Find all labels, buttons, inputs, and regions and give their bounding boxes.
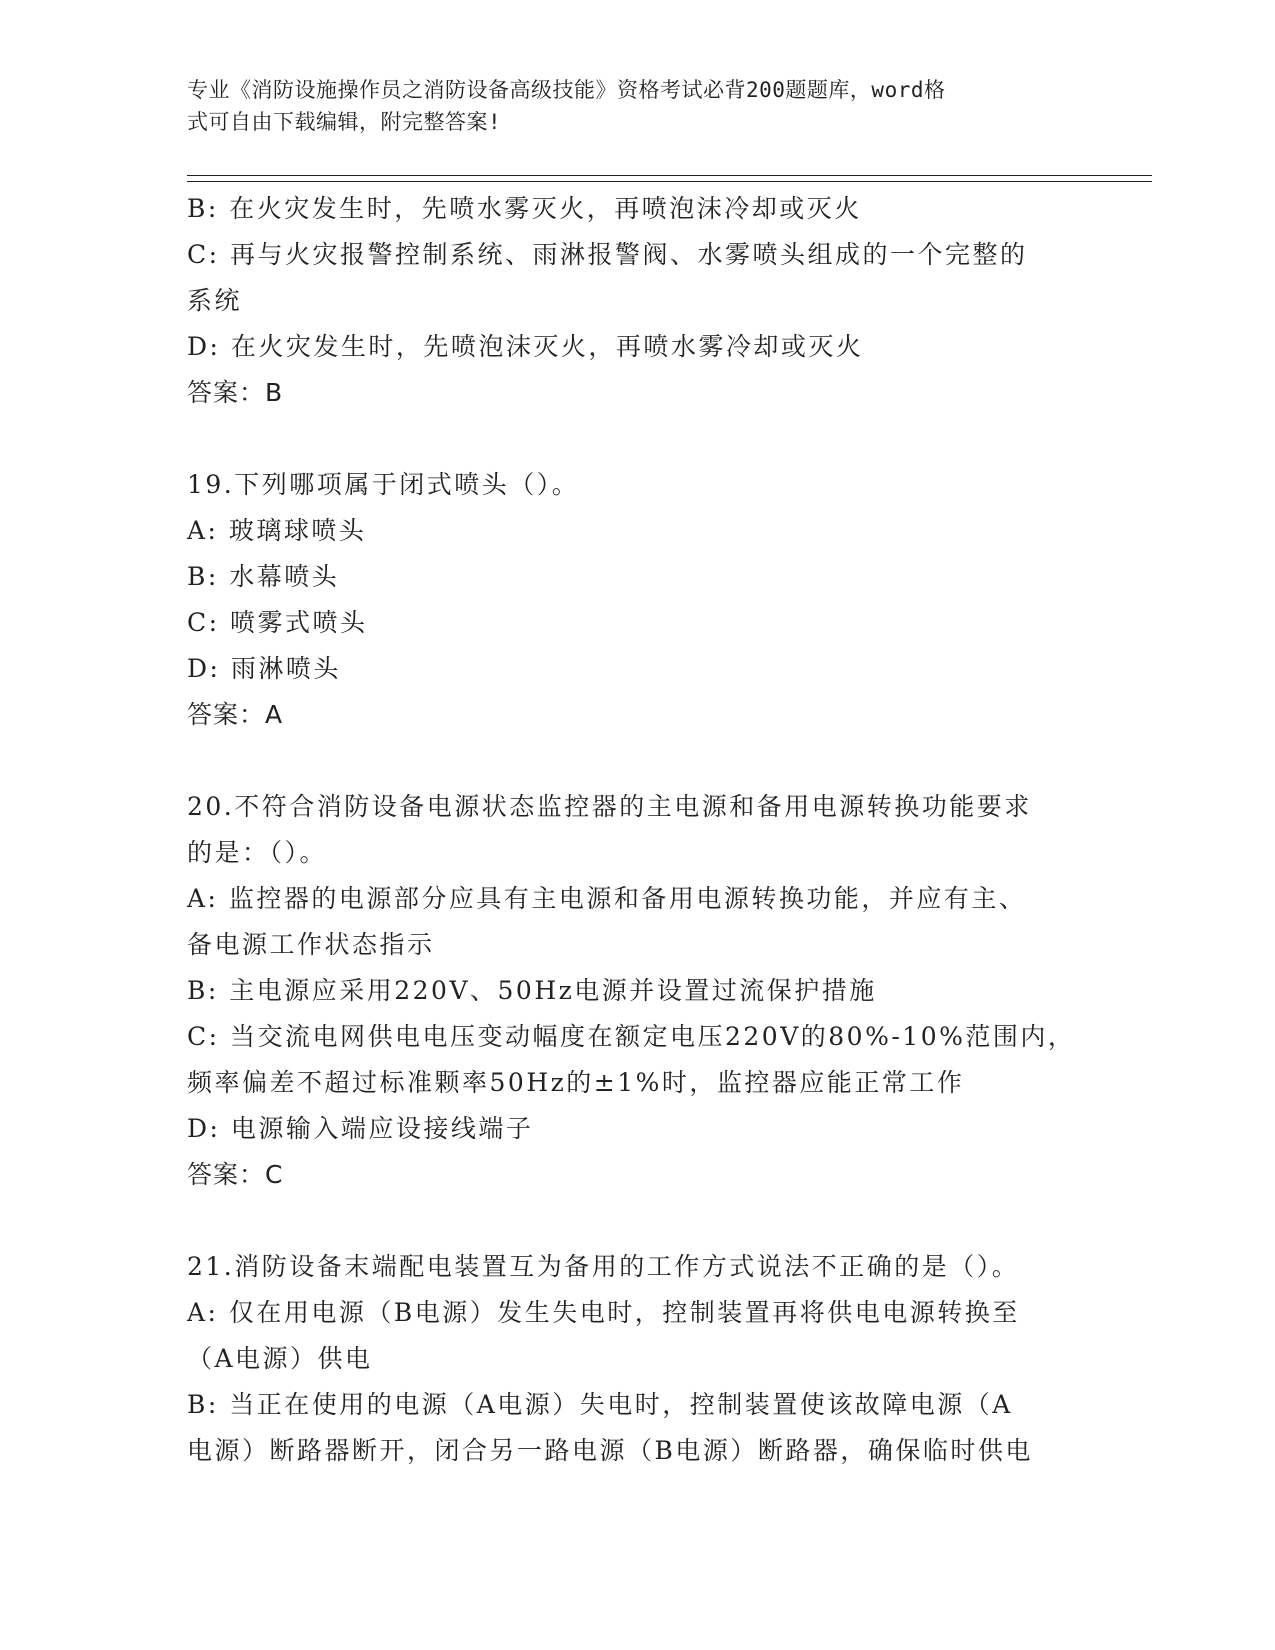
question-20 xyxy=(187,784,1087,1198)
option-b-line-1: B: 当正在使用的电源（A电源）失电时，控制装置使该故障电源（A xyxy=(187,1390,1013,1419)
option-b: B: 主电源应采用220V、50Hz电源并设置过流保护措施 xyxy=(187,976,877,1005)
header-divider-bottom xyxy=(187,181,1152,182)
option-d: D: 在火灾发生时，先喷泡沫灭火，再喷水雾冷却或灭火 xyxy=(187,332,864,361)
header-title-line-2: 式可自由下载编辑，附完整答案! xyxy=(187,110,502,134)
header-title-line-1: 专业《消防设施操作员之消防设备高级技能》资格考试必背200题题库，word格 xyxy=(187,78,946,102)
option-a-line-1: A: 监控器的电源部分应具有主电源和备用电源转换功能，并应有主、 xyxy=(187,884,1027,913)
question-21 xyxy=(187,1244,1087,1474)
option-a: A: 玻璃球喷头 xyxy=(187,516,367,545)
question-19 xyxy=(187,462,1087,738)
answer: 答案：C xyxy=(187,1160,284,1189)
option-b: B: 在火灾发生时，先喷水雾灭火，再喷泡沫冷却或灭火 xyxy=(187,194,862,223)
option-b-line-2: 电源）断路器断开，闭合另一路电源（B电源）断路器，确保临时供电 xyxy=(187,1436,1033,1465)
question-stem-line-1: 20.不符合消防设备电源状态监控器的主电源和备用电源转换功能要求 xyxy=(187,792,1032,821)
option-c-line-1: C: 当交流电网供电电压变动幅度在额定电压220V的80%-10%范围内， xyxy=(187,1022,1076,1051)
question-18-tail xyxy=(187,186,1087,416)
spacer xyxy=(187,416,1087,462)
option-b: B: 水幕喷头 xyxy=(187,562,340,591)
question-stem-line-2: 的是：（）。 xyxy=(187,838,328,867)
option-d: D: 电源输入端应设接线端子 xyxy=(187,1114,534,1143)
option-c-line-1: C: 再与火灾报警控制系统、雨淋报警阀、水雾喷头组成的一个完整的 xyxy=(187,240,1028,269)
spacer xyxy=(187,1198,1087,1244)
answer: 答案：A xyxy=(187,700,284,729)
option-d: D: 雨淋喷头 xyxy=(187,654,341,683)
option-a-line-2: （A电源）供电 xyxy=(187,1344,373,1373)
option-a-line-2: 备电源工作状态指示 xyxy=(187,930,435,959)
option-a-line-1: A: 仅在用电源（B电源）发生失电时，控制装置再将供电电源转换至 xyxy=(187,1298,1020,1327)
question-stem: 19.下列哪项属于闭式喷头（）。 xyxy=(187,470,580,499)
option-c: C: 喷雾式喷头 xyxy=(187,608,368,637)
option-c-line-2: 频率偏差不超过标准颗率50Hz的±1%时，监控器应能正常工作 xyxy=(187,1068,965,1097)
question-stem: 21.消防设备末端配电装置互为备用的工作方式说法不正确的是（）。 xyxy=(187,1252,1020,1281)
question-content xyxy=(187,186,1087,1474)
answer: 答案：B xyxy=(187,378,284,407)
document-header xyxy=(187,74,1067,138)
header-divider-top xyxy=(187,175,1152,176)
spacer xyxy=(187,738,1087,784)
option-c-line-2: 系统 xyxy=(187,286,243,315)
